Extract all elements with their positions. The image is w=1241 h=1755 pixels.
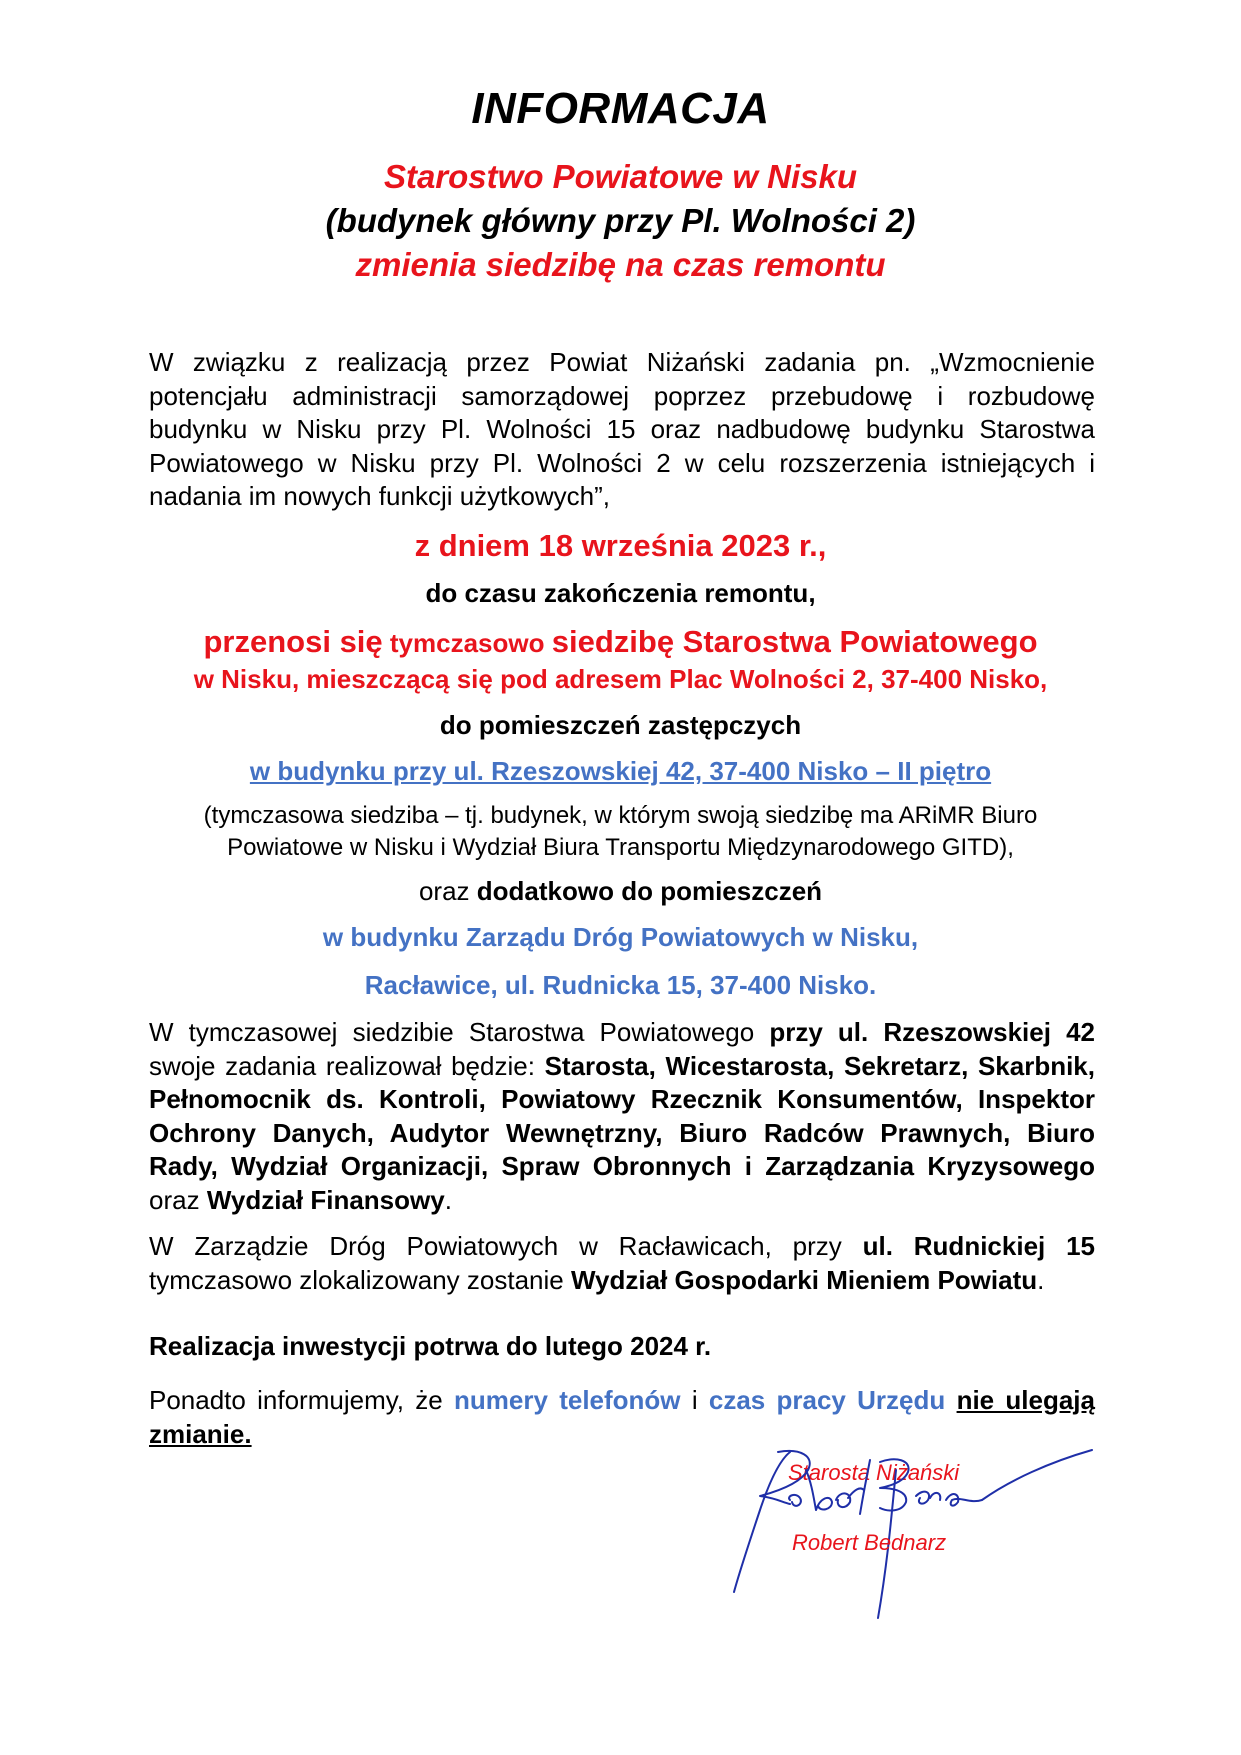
signature-name: Robert Bednarz — [792, 1530, 947, 1555]
paragraph-2 — [149, 1230, 1095, 1297]
paragraph-1 — [149, 1016, 1095, 1217]
para4-text-3: i — [680, 1385, 709, 1415]
address-1: w budynku przy ul. Rzeszowskiej 42, 37-400 Nisko – II piętro — [249, 756, 992, 786]
temp-note-line-2: Powiatowe w Nisku i Wydział Biura Transportu Międzynarodowego GITD), — [227, 834, 1014, 861]
move-line-1 — [0, 624, 1241, 660]
document-title: INFORMACJA — [471, 84, 770, 133]
temp-note-line-1: (tymczasowa siedziba – tj. budynek, w którym swoją siedzibę ma ARiMR Biuro — [203, 802, 1038, 829]
para4-text-4: czas pracy Urzędu — [708, 1385, 946, 1415]
header-line-3: zmienia siedzibę na czas remontu — [355, 246, 886, 283]
signature-block — [720, 1440, 1120, 1630]
para1-text-5: oraz — [149, 1184, 207, 1215]
para1-text-4: Starosta, Wicestarosta, Sekretarz, Skarbnik, Pełnomocnik ds. Kontroli, Powiatowy Rzecznik Konsumentów, Inspektor Ochrony Danych, Audytor Wewnętrzny, Biuro Radców Prawnych, Biuro Rady, Wydział Organizacji, Spraw Obronnych i Zarządzania Kryzysowego — [149, 1050, 1095, 1181]
date-line: z dniem 18 września 2023 r., — [414, 528, 827, 563]
additional-normal: oraz — [418, 876, 477, 906]
header-line-1: Starostwo Powiatowe w Nisku — [383, 158, 858, 195]
para2-text-3: tymczasowo zlokalizowany zostanie — [149, 1264, 571, 1295]
para4-text-1: Ponadto informujemy, że — [149, 1385, 455, 1415]
para4-text-5: nie ulegają zmianie. — [149, 1385, 1095, 1449]
header-line-2: (budynek główny przy Pl. Wolności 2) — [325, 202, 916, 239]
move-line-2: w Nisku, mieszczącą się pod adresem Plac Wolności 2, 37-400 Nisko, — [193, 664, 1048, 694]
move-part-3: siedzibę Starostwa Powiatowego — [551, 624, 1038, 659]
paragraph-3: Realizacja inwestycji potrwa do lutego 2024 r. — [149, 1331, 712, 1361]
intro-paragraph: W związku z realizacją przez Powiat Niżański zadania pn. „Wzmocnienie potencjału administracji samorządowej poprzez przebudowę i rozbudowę budynku w Nisku przy Pl. Wolności 15 oraz nadbudowę budynku Starostwa Powiatowego w Nisku przy Pl. Wolności 2 w celu rozszerzenia istniejących i nadania im nowych funkcji użytkowych”, — [149, 347, 1095, 511]
replacement-line: do pomieszczeń zastępczych — [439, 710, 802, 740]
para2-text-4: Wydział Gospodarki Mieniem Powiatu — [570, 1264, 1038, 1295]
para2-text-5: . — [1037, 1264, 1045, 1295]
address-2-line-2: Racławice, ul. Rudnicka 15, 37-400 Nisko. — [364, 970, 877, 1000]
para4-text-2: numery telefonów — [454, 1385, 681, 1415]
para2-text-1: W Zarządzie Dróg Powiatowych w Racławicach, przy — [149, 1231, 863, 1261]
signature-role: Starosta Niżański — [788, 1460, 960, 1485]
para2-text-2: ul. Rudnickiej 15 — [862, 1231, 1095, 1261]
para1-text-6: Wydział Finansowy — [206, 1184, 445, 1215]
para1-text-7: . — [444, 1184, 452, 1215]
move-part-2: tymczasowo — [382, 628, 552, 658]
address-2-line-1: w budynku Zarządu Dróg Powiatowych w Nisku, — [322, 922, 919, 952]
until-line: do czasu zakończenia remontu, — [425, 578, 816, 608]
para1-text-2: przy ul. Rzeszowskiej 42 — [769, 1017, 1095, 1047]
additional-bold: dodatkowo do pomieszczeń — [476, 876, 823, 906]
move-part-1: przenosi się — [203, 624, 383, 659]
para1-text-1: W tymczasowej siedzibie Starostwa Powiatowego — [149, 1017, 770, 1047]
additional-line — [0, 876, 1241, 907]
para1-text-3: swoje zadania realizował będzie: — [149, 1050, 545, 1081]
